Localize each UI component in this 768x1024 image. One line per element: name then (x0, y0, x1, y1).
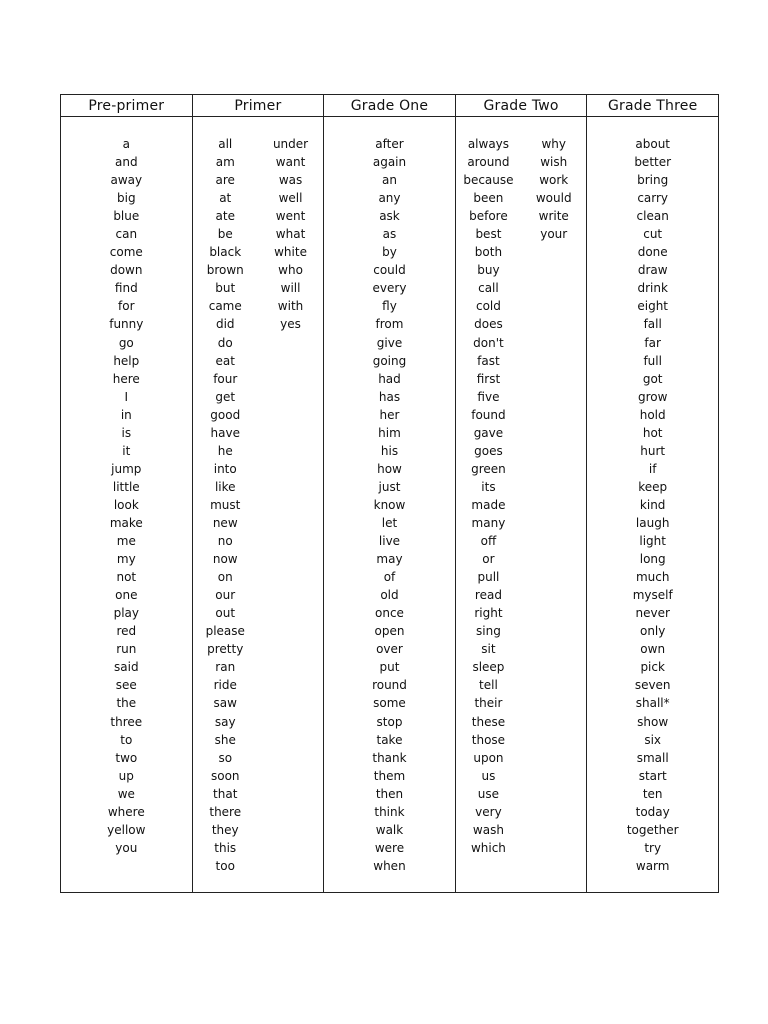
word-item: where (107, 804, 145, 819)
word-item: make (109, 515, 143, 530)
word-item: them (373, 768, 406, 783)
word-item: drink (637, 281, 668, 296)
word-item: our (215, 588, 236, 603)
word-item: together (626, 822, 679, 837)
word-item: off (480, 534, 497, 549)
word-item: done (637, 245, 668, 260)
word-item: yellow (107, 822, 146, 837)
word-item: yes (280, 317, 301, 332)
word-item: pretty (207, 642, 244, 657)
grade-two-cell (455, 117, 587, 893)
word-item: found (471, 407, 506, 422)
word-item: as (382, 227, 397, 242)
word-item: was (278, 173, 303, 188)
word-item: light (639, 534, 666, 549)
word-item: play (113, 606, 139, 621)
word-item: me (116, 534, 136, 549)
word-item: pull (477, 570, 500, 585)
word-item: pick (640, 660, 665, 675)
word-item: to (120, 732, 133, 747)
word-item: work (539, 173, 569, 188)
word-item: eat (215, 353, 235, 368)
word-item: new (212, 515, 238, 530)
word-item: ran (215, 660, 236, 675)
word-item: round (372, 678, 407, 693)
word-item: around (467, 155, 510, 170)
word-item: upon (473, 750, 504, 765)
word-item: run (116, 642, 137, 657)
primer-word-list-right (258, 135, 323, 875)
word-item: went (275, 209, 306, 224)
word-item: an (382, 173, 397, 188)
word-item: soon (210, 768, 240, 783)
header-pre-primer: Pre-primer (61, 95, 193, 117)
word-item: because (463, 173, 514, 188)
word-item: over (376, 642, 403, 657)
word-item: a (122, 137, 130, 151)
word-item: ask (379, 209, 400, 224)
word-item: he (217, 443, 233, 458)
word-item: once (375, 606, 404, 621)
word-item: keep (638, 479, 668, 494)
word-item: that (213, 786, 238, 801)
word-item: shall* (635, 696, 670, 711)
word-item: under (272, 137, 309, 151)
word-item: live (378, 534, 401, 549)
word-item: are (215, 173, 235, 188)
word-item: jump (111, 461, 142, 476)
word-item: will (280, 281, 301, 296)
word-item: stop (376, 714, 403, 729)
word-item: wish (540, 155, 568, 170)
primer-cell (192, 117, 324, 893)
word-item: let (381, 515, 398, 530)
word-item: hot (642, 425, 663, 440)
word-item: their (474, 696, 503, 711)
word-item: blue (113, 209, 140, 224)
word-item: see (115, 678, 137, 693)
grade-two-word-list-left (456, 135, 521, 857)
word-item: five (477, 389, 500, 404)
word-item: grow (637, 389, 668, 404)
word-item: only (639, 624, 666, 639)
word-item: could (373, 263, 406, 278)
word-item: gave (473, 425, 504, 440)
word-item: is (121, 425, 132, 440)
word-item: can (115, 227, 138, 242)
word-item: hold (639, 407, 666, 422)
word-item: us (481, 768, 496, 783)
word-item: never (635, 606, 670, 621)
word-item: were (374, 840, 405, 855)
word-item: they (211, 822, 239, 837)
word-item: eight (637, 299, 669, 314)
word-item: at (219, 191, 232, 206)
word-item: which (470, 840, 506, 855)
word-item: there (209, 804, 242, 819)
word-item: please (205, 624, 245, 639)
word-item: his (380, 443, 399, 458)
word-item: big (117, 191, 136, 206)
word-item: red (116, 624, 137, 639)
word-item: warm (635, 858, 670, 873)
word-item: help (113, 353, 140, 368)
word-item: use (477, 786, 500, 801)
word-item: black (209, 245, 242, 260)
word-item: those (471, 732, 506, 747)
word-item: has (378, 389, 401, 404)
word-item: find (114, 281, 138, 296)
word-item: green (471, 461, 506, 476)
word-item: you (115, 840, 138, 855)
word-item: first (476, 371, 501, 386)
word-item: write (538, 209, 569, 224)
word-item: what (275, 227, 306, 242)
word-item: fast (477, 353, 500, 368)
word-item: put (379, 660, 400, 675)
word-item: my (116, 552, 136, 567)
word-item: brown (206, 263, 244, 278)
word-item: how (377, 461, 402, 476)
header-grade-two: Grade Two (455, 95, 587, 117)
word-item: into (213, 461, 237, 476)
word-item: and (115, 155, 138, 170)
word-item: this (214, 840, 237, 855)
word-item: think (374, 804, 405, 819)
word-item: may (376, 552, 403, 567)
word-item: after (375, 137, 404, 151)
word-item: long (639, 552, 666, 567)
word-item: all (218, 137, 233, 151)
word-item: going (372, 353, 407, 368)
word-item: do (217, 335, 233, 350)
word-item: much (635, 570, 670, 585)
word-item: him (378, 425, 401, 440)
word-item: say (214, 714, 236, 729)
word-item: give (376, 335, 403, 350)
word-item: four (213, 371, 238, 386)
word-item: show (637, 714, 669, 729)
word-item: down (110, 263, 143, 278)
word-item: come (109, 245, 143, 260)
word-item: for (118, 299, 135, 314)
word-item: the (116, 696, 137, 711)
grade-one-cell (324, 117, 456, 893)
word-item: by (382, 245, 397, 260)
word-item: am (215, 155, 235, 170)
word-item: wash (472, 822, 504, 837)
word-item: she (214, 732, 236, 747)
word-item: walk (375, 822, 404, 837)
word-item: full (643, 353, 662, 368)
word-item: if (648, 461, 657, 476)
grade-three-word-list (587, 135, 718, 875)
word-item: ten (642, 786, 663, 801)
word-item: then (375, 786, 404, 801)
word-item: said (114, 660, 139, 675)
word-item: call (478, 281, 499, 296)
header-grade-three: Grade Three (587, 95, 719, 117)
word-item: best (475, 227, 502, 242)
grade-two-word-list-right (521, 135, 586, 857)
word-item: sing (476, 624, 501, 639)
word-item: tell (479, 678, 498, 693)
word-item: like (214, 479, 236, 494)
word-item: bring (637, 173, 669, 188)
word-item: get (215, 389, 236, 404)
word-item: some (373, 696, 406, 711)
word-item: carry (637, 191, 669, 206)
word-item: just (378, 479, 401, 494)
word-item: who (278, 263, 303, 278)
header-primer: Primer (192, 95, 324, 117)
grade-one-word-list (324, 135, 455, 875)
word-item: sit (481, 642, 496, 657)
word-item: must (210, 497, 241, 512)
word-item: six (644, 732, 662, 747)
word-item: had (378, 371, 401, 386)
word-item: well (278, 191, 303, 206)
word-item: myself (632, 588, 673, 603)
word-item: take (376, 732, 403, 747)
word-item: but (215, 281, 236, 296)
word-item: clean (636, 209, 669, 224)
word-item: have (210, 425, 240, 440)
word-item: sleep (472, 660, 505, 675)
word-item: its (481, 479, 496, 494)
word-item: look (113, 497, 139, 512)
word-item: we (117, 786, 135, 801)
word-row (61, 117, 719, 893)
word-item: fall (643, 317, 662, 332)
word-item: on (217, 570, 233, 585)
word-item: cold (475, 299, 501, 314)
word-item: small (636, 750, 669, 765)
word-item: right (474, 606, 503, 621)
word-item: no (217, 534, 233, 549)
word-item: both (474, 245, 503, 260)
word-item: thank (372, 750, 407, 765)
word-item: got (642, 371, 663, 386)
word-item: buy (477, 263, 500, 278)
header-row (61, 95, 719, 117)
word-item: cut (643, 227, 663, 242)
word-item: from (375, 317, 404, 332)
word-item: now (212, 552, 238, 567)
word-item: always (467, 137, 510, 151)
word-item: laugh (635, 515, 670, 530)
word-item: ride (213, 678, 237, 693)
word-item: old (380, 588, 399, 603)
word-item: want (275, 155, 306, 170)
word-item: too (215, 858, 235, 873)
word-item: with (277, 299, 304, 314)
word-item: here (112, 371, 140, 386)
word-item: why (541, 137, 566, 151)
word-item: many (471, 515, 506, 530)
word-item: came (208, 299, 242, 314)
word-item: or (482, 552, 495, 567)
word-item: up (118, 768, 134, 783)
word-item: very (475, 804, 502, 819)
grade-three-cell (587, 117, 719, 893)
word-item: open (374, 624, 405, 639)
word-item: been (473, 191, 504, 206)
pre-primer-cell (61, 117, 193, 893)
word-item: start (638, 768, 667, 783)
word-item: so (218, 750, 233, 765)
word-item: again (372, 155, 407, 170)
word-item: read (474, 588, 502, 603)
word-item: in (120, 407, 132, 422)
word-item: today (635, 804, 670, 819)
word-item: your (540, 227, 568, 242)
word-item: own (640, 642, 666, 657)
word-item: be (217, 227, 233, 242)
word-item: two (115, 750, 138, 765)
word-item: it (122, 443, 131, 458)
word-item: any (378, 191, 401, 206)
word-item: better (634, 155, 672, 170)
word-item: I (124, 389, 129, 404)
primer-word-list-left (193, 135, 258, 875)
word-item: about (635, 137, 670, 151)
word-item: seven (634, 678, 671, 693)
word-item: kind (639, 497, 666, 512)
word-item: ate (215, 209, 235, 224)
word-item: fly (382, 299, 397, 314)
word-item: don't (473, 335, 504, 350)
word-item: white (274, 245, 307, 260)
word-item: every (372, 281, 407, 296)
word-item: one (115, 588, 138, 603)
word-item: not (116, 570, 137, 585)
word-item: would (535, 191, 572, 206)
word-item: good (210, 407, 241, 422)
word-item: draw (637, 263, 668, 278)
word-item: of (383, 570, 396, 585)
word-item: far (644, 335, 661, 350)
word-item: little (112, 479, 140, 494)
word-item: made (471, 497, 506, 512)
word-item: before (469, 209, 508, 224)
word-item: saw (213, 696, 237, 711)
word-item: when (373, 858, 406, 873)
word-item: three (110, 714, 143, 729)
pre-primer-word-list (61, 135, 192, 857)
word-item: hurt (640, 443, 666, 458)
word-item: goes (474, 443, 503, 458)
sight-word-table (60, 94, 719, 893)
word-item: does (474, 317, 503, 332)
word-item: these (471, 714, 506, 729)
word-item: try (644, 840, 662, 855)
word-item: out (215, 606, 236, 621)
word-item: her (379, 407, 400, 422)
word-item: away (110, 173, 143, 188)
word-item: funny (109, 317, 144, 332)
word-item: know (373, 497, 406, 512)
word-item: go (118, 335, 134, 350)
word-item: did (215, 317, 235, 332)
header-grade-one: Grade One (324, 95, 456, 117)
